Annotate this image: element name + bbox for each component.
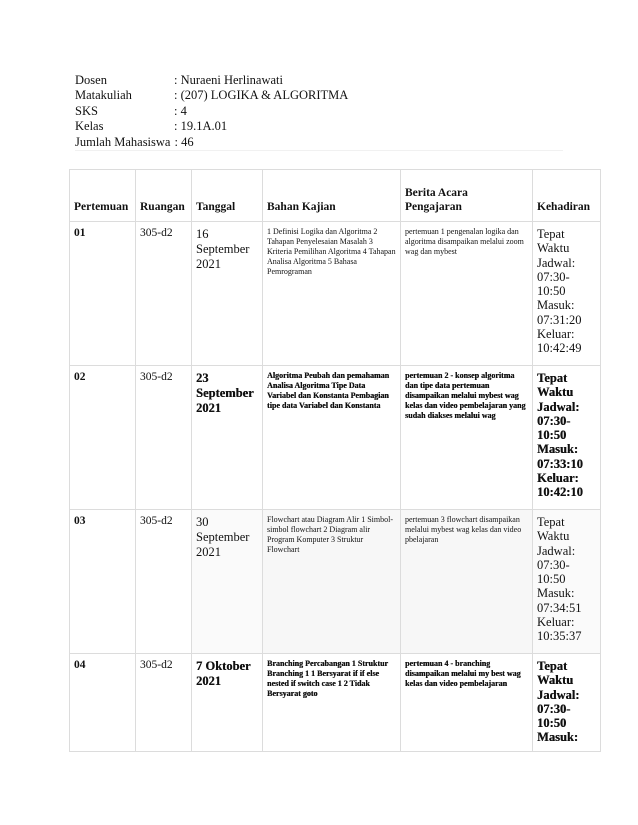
- cell-berita-acara: pertemuan 3 flowchart disampaikan melalui mybest wag kelas dan video pbelajaran: [401, 510, 533, 654]
- header-berita-line2: Pengajaran: [405, 201, 462, 213]
- cell-berita-acara: pertemuan 2 - konsep algoritma dan tipe data pertemuan disampaikan melalui mybest wag kelas dan video pembelajaran yang sudah diakses melalui wag: [401, 366, 533, 510]
- header-pertemuan: Pertemuan: [70, 170, 136, 222]
- info-row-sks: [75, 104, 348, 119]
- cell-kehadiran: Tepat Waktu Jadwal: 07:30-10:50 Masuk: 07:34:51 Keluar: 10:35:37: [533, 510, 601, 654]
- matakuliah-value: : (207) LOGIKA & ALGORITMA: [174, 88, 349, 103]
- cell-pertemuan: 01: [70, 222, 136, 366]
- cell-kehadiran: Tepat Waktu Jadwal: 07:30-10:50 Masuk: 07:31:20 Keluar: 10:42:49: [533, 222, 601, 366]
- cell-kehadiran: Tepat Waktu Jadwal: 07:30-10:50 Masuk: 07:33:10 Keluar: 10:42:10: [533, 366, 601, 510]
- info-row-matakuliah: [75, 88, 348, 103]
- header-tanggal: Tanggal: [192, 170, 263, 222]
- cell-ruangan: 305-d2: [136, 510, 192, 654]
- table-row: [70, 654, 601, 752]
- cell-pertemuan: 03: [70, 510, 136, 654]
- cell-pertemuan: 02: [70, 366, 136, 510]
- cell-ruangan: 305-d2: [136, 222, 192, 366]
- header-berita-acara: [401, 170, 533, 222]
- table-header-row: [70, 170, 601, 222]
- info-row-jumlah: [75, 135, 348, 150]
- jumlah-label: Jumlah Mahasiswa: [75, 134, 171, 149]
- info-row-kelas: [75, 119, 348, 134]
- header-bahan-kajian: Bahan Kajian: [263, 170, 401, 222]
- table-row: [70, 222, 601, 366]
- header-kehadiran: Kehadiran: [533, 170, 601, 222]
- cell-bahan-kajian: Algoritma Peubah dan pemahaman Analisa Algoritma Tipe Data Variabel dan Konstanta Pembagian tipe data Variabel dan Konstanta: [263, 366, 401, 510]
- dosen-label: Dosen: [75, 73, 107, 87]
- cell-bahan-kajian: 1 Definisi Logika dan Algoritma 2 Tahapan Penyelesaian Masalah 3 Kriteria Pemilihan Algoritma 4 Tahapan Analisa Algoritma 5 Bahasa Pemrograman: [263, 222, 401, 366]
- sks-label: SKS: [75, 103, 98, 118]
- table-row: [70, 366, 601, 510]
- cell-bahan-kajian: Flowchart atau Diagram Alir 1 Simbol-simbol flowchart 2 Diagram alir Program Komputer 3 Struktur Flowchart: [263, 510, 401, 654]
- cell-tanggal: 7 Oktober 2021: [192, 654, 263, 752]
- info-row-dosen: [75, 73, 348, 88]
- course-info: [75, 73, 348, 150]
- header-ruangan: Ruangan: [136, 170, 192, 222]
- cell-kehadiran: Tepat Waktu Jadwal: 07:30-10:50 Masuk:: [533, 654, 601, 752]
- kelas-label: Kelas: [75, 119, 104, 134]
- cell-tanggal: 16 September 2021: [192, 222, 263, 366]
- cell-ruangan: 305-d2: [136, 366, 192, 510]
- header-berita-line1: Berita Acara: [405, 187, 468, 199]
- sks-value: : 4: [174, 103, 187, 118]
- cell-pertemuan: 04: [70, 654, 136, 752]
- dosen-value: : Nuraeni Herlinawati: [174, 73, 283, 87]
- cell-berita-acara: pertemuan 1 pengenalan logika dan algoritma disampaikan melalui zoom wag dan mybest: [401, 222, 533, 366]
- kelas-value: : 19.1A.01: [174, 119, 228, 134]
- matakuliah-label: Matakuliah: [75, 88, 132, 103]
- cell-tanggal: 30 September 2021: [192, 510, 263, 654]
- table-row: [70, 510, 601, 654]
- cell-tanggal: 23 September 2021: [192, 366, 263, 510]
- info-divider: [75, 150, 563, 151]
- jumlah-value: : 46: [174, 134, 194, 149]
- cell-bahan-kajian: Branching Percabangan 1 Struktur Branching 1 1 Bersyarat if if else nested if switch case 1 2 Tidak Bersyarat goto: [263, 654, 401, 752]
- cell-ruangan: 305-d2: [136, 654, 192, 752]
- cell-berita-acara: pertemuan 4 - branching disampaikan melalui my best wag kelas dan video pembelajaran: [401, 654, 533, 752]
- attendance-table: [69, 169, 601, 752]
